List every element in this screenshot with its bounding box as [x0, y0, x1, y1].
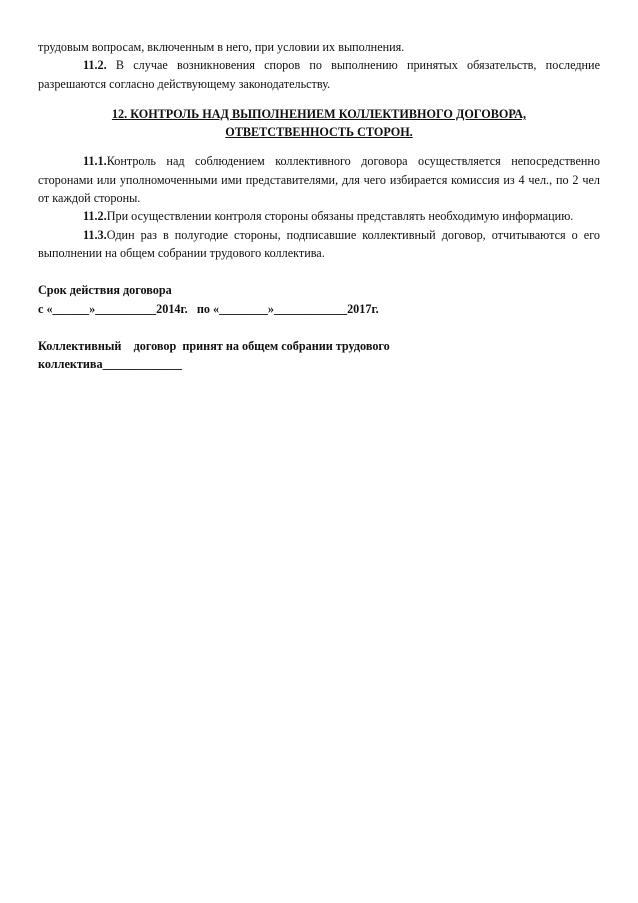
- acceptance-block: [38, 337, 600, 374]
- clause-text: При осуществлении контроля стороны обязаны представлять необходимую информацию.: [106, 209, 574, 224]
- clause-text: Один раз в полугодие стороны, подписавшие коллективный договор, отчитываются о его выполнении на общем собрании трудового коллектива.: [38, 227, 600, 260]
- clause-text: В случае возникновения споров по выполнению принятых обязательств, последние разрешаются согласно действующему законодательству.: [38, 58, 600, 91]
- paragraph-11-3-reporting: [38, 226, 600, 263]
- clause-number: 11.3.: [83, 227, 107, 242]
- clause-number: 11.2.: [83, 58, 107, 73]
- paragraph-intro: трудовым вопросам, включенным в него, при условии их выполнения.: [38, 40, 405, 54]
- document-page: [38, 38, 600, 373]
- contract-term-title: Срок действия договора: [38, 283, 172, 298]
- paragraph-11-2-information: [38, 207, 600, 225]
- clause-number: 11.2.: [83, 209, 107, 224]
- section-heading: [38, 105, 600, 142]
- clause-text: Контроль над соблюдением коллективного договора осуществляется непосредственно сторонами или уполномоченными ими представителями, для чего избирается комиссия из 4 чел., по 2 чел от каждой стороны.: [38, 154, 600, 206]
- contract-term-dates: с «______»__________2014г. по «________»____________2017г.: [38, 301, 379, 316]
- paragraph-11-1-control: [38, 152, 600, 207]
- clause-number: 11.1.: [83, 154, 107, 169]
- paragraph-11-2-disputes: [38, 56, 600, 93]
- section-heading-line2: ОТВЕТСТВЕННОСТЬ СТОРОН.: [225, 125, 413, 140]
- contract-term-block: [38, 281, 600, 318]
- section-heading-line1: 12. КОНТРОЛЬ НАД ВЫПОЛНЕНИЕМ КОЛЛЕКТИВНОГО ДОГОВОРА,: [111, 106, 527, 121]
- acceptance-line2: коллектива_____________: [38, 357, 182, 372]
- acceptance-line1: Коллективный договор принят на общем собрании трудового: [38, 338, 390, 353]
